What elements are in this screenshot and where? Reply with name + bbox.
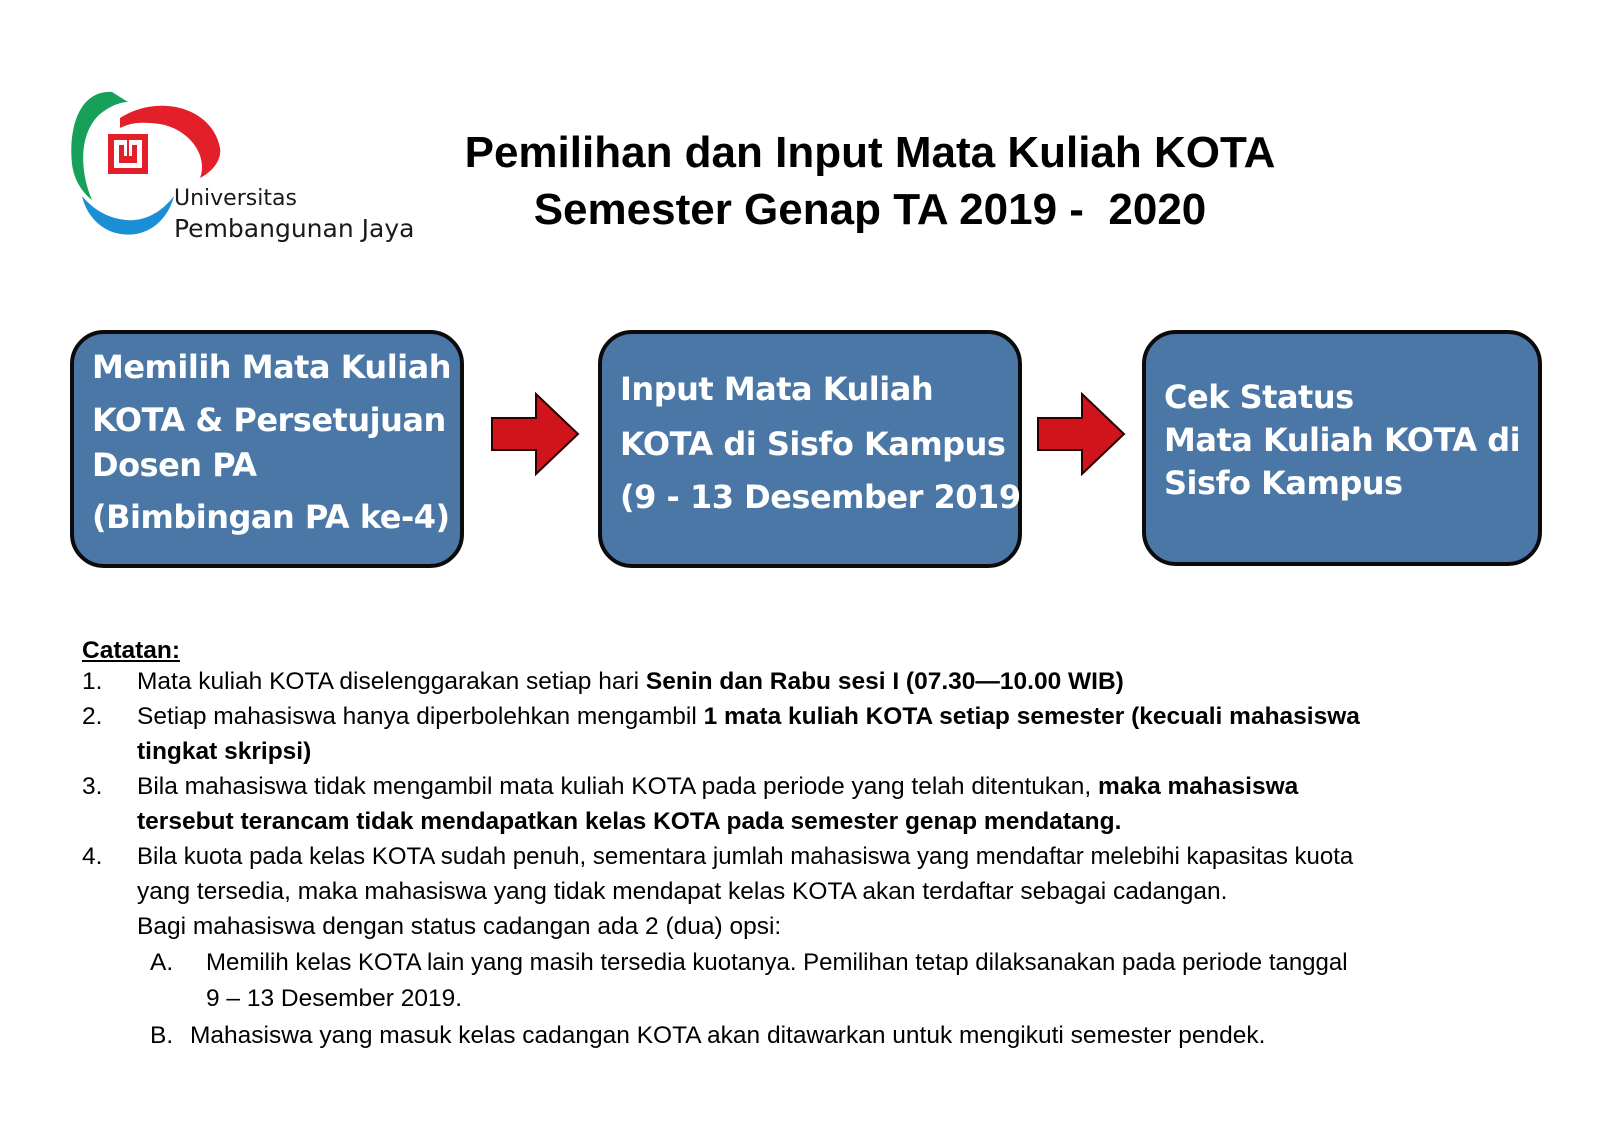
note-3-line-2: tersebut terancam tidak mendapatkan kelas KOTA pada semester genap mendatang. xyxy=(137,808,1122,835)
university-logo xyxy=(62,72,442,252)
note-number: 1. xyxy=(82,668,103,695)
option-a-line-2: 9 – 13 Desember 2019. xyxy=(206,985,463,1012)
notes-title: Catatan: xyxy=(82,637,181,664)
arrow-right-icon xyxy=(1036,392,1126,476)
note-4-line-3: Bagi mahasiswa dengan status cadangan ada 2 (dua) opsi: xyxy=(137,913,782,940)
step1-line2: KOTA & Persetujuan xyxy=(92,401,446,439)
step3-line1: Cek Status xyxy=(1164,378,1354,416)
note-2-bold: 1 mata kuliah KOTA setiap semester (kecuali mahasiswa xyxy=(703,703,1360,730)
step1-line3: Dosen PA xyxy=(92,446,257,484)
step-box-choose-course xyxy=(70,330,464,568)
step1-line4: (Bimbingan PA ke-4) xyxy=(92,498,450,536)
logo-text-name: Pembangunan Jaya xyxy=(174,214,415,243)
step-box-input-course xyxy=(598,330,1035,568)
note-1-bold: Senin dan Rabu sesi I (07.30—10.00 WIB) xyxy=(645,668,1124,695)
step3-line2: Mata Kuliah KOTA di xyxy=(1164,421,1521,459)
step2-line1: Input Mata Kuliah xyxy=(620,370,934,408)
note-2-plain: Setiap mahasiswa hanya diperbolehkan mengambil xyxy=(137,703,704,730)
title-line-2: Semester Genap TA 2019 - 2020 xyxy=(533,185,1207,234)
note-2-line-2: tingkat skripsi) xyxy=(137,738,312,765)
logo-text-universitas: Universitas xyxy=(174,186,297,211)
note-number: 3. xyxy=(82,773,103,800)
note-1-plain: Mata kuliah KOTA diselenggarakan setiap hari xyxy=(137,668,646,695)
note-number: 2. xyxy=(82,703,103,730)
step3-line3: Sisfo Kampus xyxy=(1164,464,1403,502)
page-title xyxy=(430,124,1310,238)
note-number: 4. xyxy=(82,843,103,870)
option-a-label: A. xyxy=(150,949,174,976)
arrow-right-icon xyxy=(490,392,580,476)
note-3-plain: Bila mahasiswa tidak mengambil mata kuliah KOTA pada periode yang telah ditentukan, xyxy=(137,773,1099,800)
note-4-line-1: Bila kuota pada kelas KOTA sudah penuh, sementara jumlah mahasiswa yang mendaftar melebihi kapasitas kuota xyxy=(137,843,1354,870)
step2-line2: KOTA di Sisfo Kampus xyxy=(620,425,1006,463)
note-4-line-2: yang tersedia, maka mahasiswa yang tidak mendapat kelas KOTA akan terdaftar sebagai cadangan. xyxy=(137,878,1228,905)
step1-line1: Memilih Mata Kuliah xyxy=(92,348,452,386)
step2-line3: (9 - 13 Desember 2019) xyxy=(620,478,1035,516)
option-b-line-1: Mahasiswa yang masuk kelas cadangan KOTA akan ditawarkan untuk mengikuti semester pendek. xyxy=(190,1022,1266,1049)
note-1-line-1 xyxy=(137,668,1124,696)
step-box-check-status xyxy=(1142,330,1542,566)
note-3-line-1 xyxy=(137,773,1298,801)
note-2-line-1 xyxy=(137,703,1360,731)
option-a-line-1: Memilih kelas KOTA lain yang masih tersedia kuotanya. Pemilihan tetap dilaksanakan pada periode tanggal xyxy=(206,949,1348,976)
title-line-1: Pemilihan dan Input Mata Kuliah KOTA xyxy=(464,128,1276,177)
option-b-label: B. xyxy=(150,1022,174,1049)
note-3-bold: maka mahasiswa xyxy=(1098,773,1299,800)
